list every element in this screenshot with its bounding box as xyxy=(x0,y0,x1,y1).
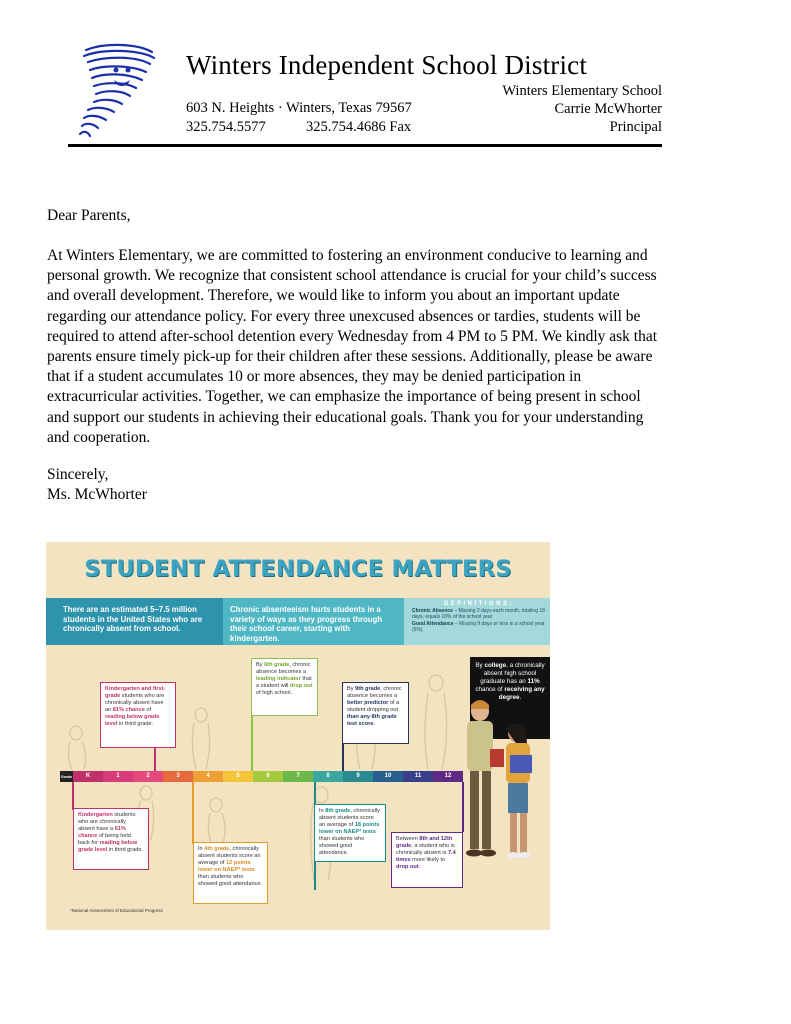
connector-line xyxy=(72,782,74,810)
connector-line xyxy=(154,748,156,773)
grade-tick: 11 xyxy=(403,771,433,782)
definition-chronic: Chronic Absence – Missing 2 days each month, totaling 18 days, equals 10% of the school year xyxy=(412,608,545,621)
attendance-infographic xyxy=(46,542,550,930)
header-divider xyxy=(68,144,662,147)
letter-signature: Ms. McWhorter xyxy=(47,486,147,503)
callout-grade-8-12: Between 8th and 12th grade, a student who is chronically absent is 7.4 times more likely to drop out. xyxy=(391,832,463,888)
grade-tick: 3 xyxy=(163,771,193,782)
grade-axis-label: Grade xyxy=(60,771,73,782)
impact-band: Chronic absenteeism hurts students in a variety of ways as they progress through their school career, starting with kindergarten. xyxy=(223,598,404,645)
callout-college: By college, a chronically absent high school graduate has an 11% chance of receiving any degree. xyxy=(470,657,550,739)
letter-line: personal growth. We recognize that consistent school attendance is crucial for your child’s success xyxy=(47,267,657,285)
callout-grade-6: By 6th grade, chronic absence becomes a leading indicator that a student will drop out of high school. xyxy=(251,658,318,716)
letter-line: regarding our attendance policy. For every three unexcused absences or tardies, students will be xyxy=(47,307,641,325)
infographic-title: STUDENT ATTENDANCE MATTERS xyxy=(84,556,512,582)
letter-body xyxy=(47,246,747,448)
grade-tick: 9 xyxy=(343,771,373,782)
grade-tick: 10 xyxy=(373,771,403,782)
grade-tick: 4 xyxy=(193,771,223,782)
callout-grade-8: In 8th grade, chronically absent students score an average of 18 points lower on NAEP* tests than students who showed good attendance. xyxy=(314,804,386,862)
principal-name: Carrie McWhorter xyxy=(554,101,662,117)
grade-tick: 7 xyxy=(283,771,313,782)
callout-grade-9: By 9th grade, chronic absence becomes a better predictor of a student dropping out than any 8th grade test score. xyxy=(342,682,409,744)
connector-line xyxy=(251,714,253,771)
letter-greeting: Dear Parents, xyxy=(47,207,131,224)
grade-tick: 2 xyxy=(133,771,163,782)
school-name: Winters Elementary School xyxy=(502,83,662,99)
district-phone: 325.754.5577 xyxy=(186,119,266,135)
connector-line xyxy=(342,744,344,771)
district-name: Winters Independent School District xyxy=(186,50,588,80)
grade-tick: 12 xyxy=(433,771,463,782)
definitions-band xyxy=(404,598,550,645)
letter-line: extracurricular activities. Together, we can emphasize the importance of being present in school xyxy=(47,388,641,406)
grade-tick: 1 xyxy=(103,771,133,782)
footnote: *National Assessment of Educational Progress xyxy=(70,908,163,913)
callout-kindergarten: Kindergarten students who are chronically absent have a 61% chance of being held back for reading below grade level in third grade. xyxy=(73,808,149,870)
callout-kindergarten-first-grade: Kindergarten and first-grade students who are chronically absent have an 81% chance of reading below grade level in third grade. xyxy=(100,682,176,748)
definitions-heading: DEFINITIONS: xyxy=(444,601,514,607)
stat-band: There are an estimated 5–7.5 million students in the United States who are chronically absent from school. xyxy=(46,598,223,645)
letter-closing: Sincerely, xyxy=(47,466,109,483)
tornado-logo-icon xyxy=(76,40,158,138)
definition-good: Good Attendance – Missing 9 days or less in a school year (5%) xyxy=(412,620,545,633)
grade-tick: 8 xyxy=(313,771,343,782)
letter-line: parents ensure timely pick-up for their children after these sessions. Additionally, please be aware xyxy=(47,348,653,366)
letter-line: that if a student accumulates 10 or more absences, they may be denied participation in xyxy=(47,368,582,386)
students-illustration-icon xyxy=(454,697,550,887)
connector-line xyxy=(192,782,194,844)
letter-line: and cooperation. xyxy=(47,428,151,446)
district-address: 603 N. Heights · Winters, Texas 79567 xyxy=(186,100,412,116)
grade-timeline xyxy=(60,771,463,782)
letter-line: At Winters Elementary, we are committed to fostering an environment conducive to learning and xyxy=(47,247,648,264)
letter-line: and support our students in achieving their educational goals. Thank you for your understanding xyxy=(47,408,644,426)
letter-line: and overall development. Therefore, we would like to inform you about an important update xyxy=(47,287,620,305)
callout-grade-4: In 4th grade, chronically absent students score an average of 12 points lower on NAEP* tests than students who showed good attendance. xyxy=(193,842,268,904)
principal-title: Principal xyxy=(609,119,662,135)
grade-tick: K xyxy=(73,771,103,782)
grade-tick: 5 xyxy=(223,771,253,782)
grade-tick: 6 xyxy=(253,771,283,782)
district-fax: 325.754.4686 Fax xyxy=(306,119,412,135)
letter-line: required to attend after-school detention every Wednesday from 4 PM to 5 PM. We kindly ask that xyxy=(47,327,658,345)
